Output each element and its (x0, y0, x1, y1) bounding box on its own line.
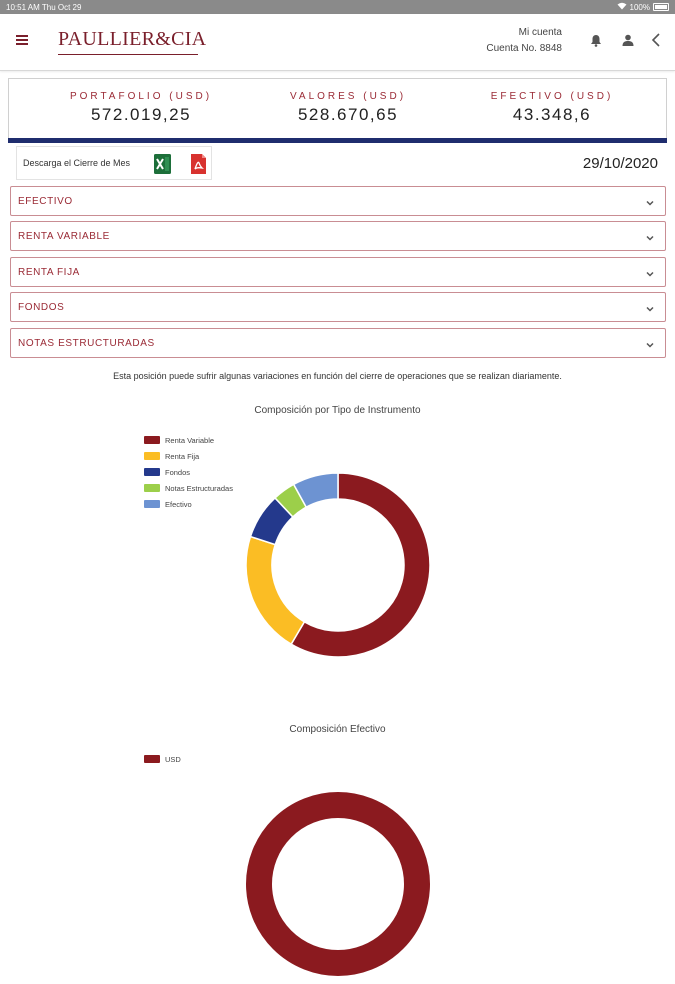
legend-label: Notas Estructuradas (165, 483, 233, 493)
legend-item[interactable] (144, 480, 233, 496)
summary-label: PORTAFOLIO (USD) (69, 91, 213, 102)
closing-date: 29/10/2020 (582, 155, 658, 172)
summary-valores (248, 91, 448, 125)
hamburger-icon[interactable] (16, 35, 28, 45)
legend-swatch (144, 452, 160, 460)
summary-label: VALORES (USD) (289, 91, 407, 102)
legend-label: Fondos (165, 467, 191, 477)
chevron-down-icon (645, 195, 655, 205)
chart-title-efectivo: Composición Efectivo (289, 724, 386, 735)
legend-swatch (144, 484, 160, 492)
donut-slice-usd[interactable] (259, 805, 417, 963)
legend-label: Efectivo (165, 499, 192, 509)
chevron-left-icon[interactable] (648, 32, 664, 48)
section-renta-variable[interactable] (10, 221, 666, 251)
section-title: NOTAS ESTRUCTURADAS (18, 338, 155, 349)
excel-icon[interactable] (154, 154, 171, 174)
legend-item[interactable] (144, 751, 181, 767)
legend-label: Renta Variable (165, 435, 215, 445)
section-title: RENTA VARIABLE (18, 231, 110, 242)
status-bar (0, 0, 675, 14)
download-panel (16, 146, 212, 180)
chevron-down-icon (645, 230, 655, 240)
pdf-icon[interactable] (190, 154, 207, 174)
section-efectivo[interactable] (10, 186, 666, 216)
chevron-down-icon (645, 301, 655, 311)
logo-underline (58, 54, 198, 55)
legend-item[interactable] (144, 432, 233, 448)
status-right (617, 2, 669, 12)
legend-label: Renta Fija (165, 451, 200, 461)
chart-legend-instrument (144, 432, 233, 512)
legend-swatch (144, 468, 160, 476)
account-title: Mi cuenta (518, 27, 562, 38)
summary-efectivo (452, 91, 652, 125)
bell-icon[interactable] (588, 32, 604, 48)
legend-swatch (144, 755, 160, 763)
donut-slice-renta-fija[interactable] (246, 537, 304, 645)
summary-accent-bar (8, 138, 667, 143)
donut-chart-efectivo (238, 784, 438, 984)
disclaimer-note: Esta posición puede sufrir algunas variaciones en función del cierre de operaciones que se realizan diariamente. (113, 371, 562, 381)
chevron-down-icon (645, 266, 655, 276)
summary-value: 572.019,25 (90, 105, 192, 124)
legend-item[interactable] (144, 496, 233, 512)
account-number: Cuenta No. 8848 (486, 43, 562, 54)
summary-portfolio (41, 91, 241, 125)
wifi-icon (617, 2, 627, 12)
section-title: FONDOS (18, 302, 65, 313)
battery-percent: 100% (629, 2, 650, 12)
status-time: 10:51 AM Thu Oct 29 (6, 2, 82, 12)
legend-label: USD (165, 754, 181, 764)
legend-item[interactable] (144, 448, 233, 464)
download-label: Descarga el Cierre de Mes (23, 158, 131, 168)
section-title: RENTA FIJA (18, 267, 80, 278)
legend-swatch (144, 500, 160, 508)
chevron-down-icon (645, 337, 655, 347)
chart-title-instrument: Composición por Tipo de Instrumento (254, 405, 421, 416)
summary-label: EFECTIVO (USD) (490, 91, 614, 102)
donut-chart-instrument (238, 465, 438, 665)
app-header (0, 14, 675, 71)
battery-icon (653, 3, 669, 11)
section-fondos[interactable] (10, 292, 666, 322)
section-renta-fija[interactable] (10, 257, 666, 287)
section-notas-estructuradas[interactable] (10, 328, 666, 358)
legend-item[interactable] (144, 464, 233, 480)
user-icon[interactable] (620, 32, 636, 48)
summary-value: 43.348,6 (512, 105, 592, 124)
account-info[interactable] (486, 25, 562, 57)
section-title: EFECTIVO (18, 196, 73, 207)
chart-legend-efectivo (144, 751, 181, 767)
portfolio-summary (8, 78, 667, 140)
summary-value: 528.670,65 (297, 105, 399, 124)
legend-swatch (144, 436, 160, 444)
logo: PAULLIER&CIA (58, 28, 207, 50)
